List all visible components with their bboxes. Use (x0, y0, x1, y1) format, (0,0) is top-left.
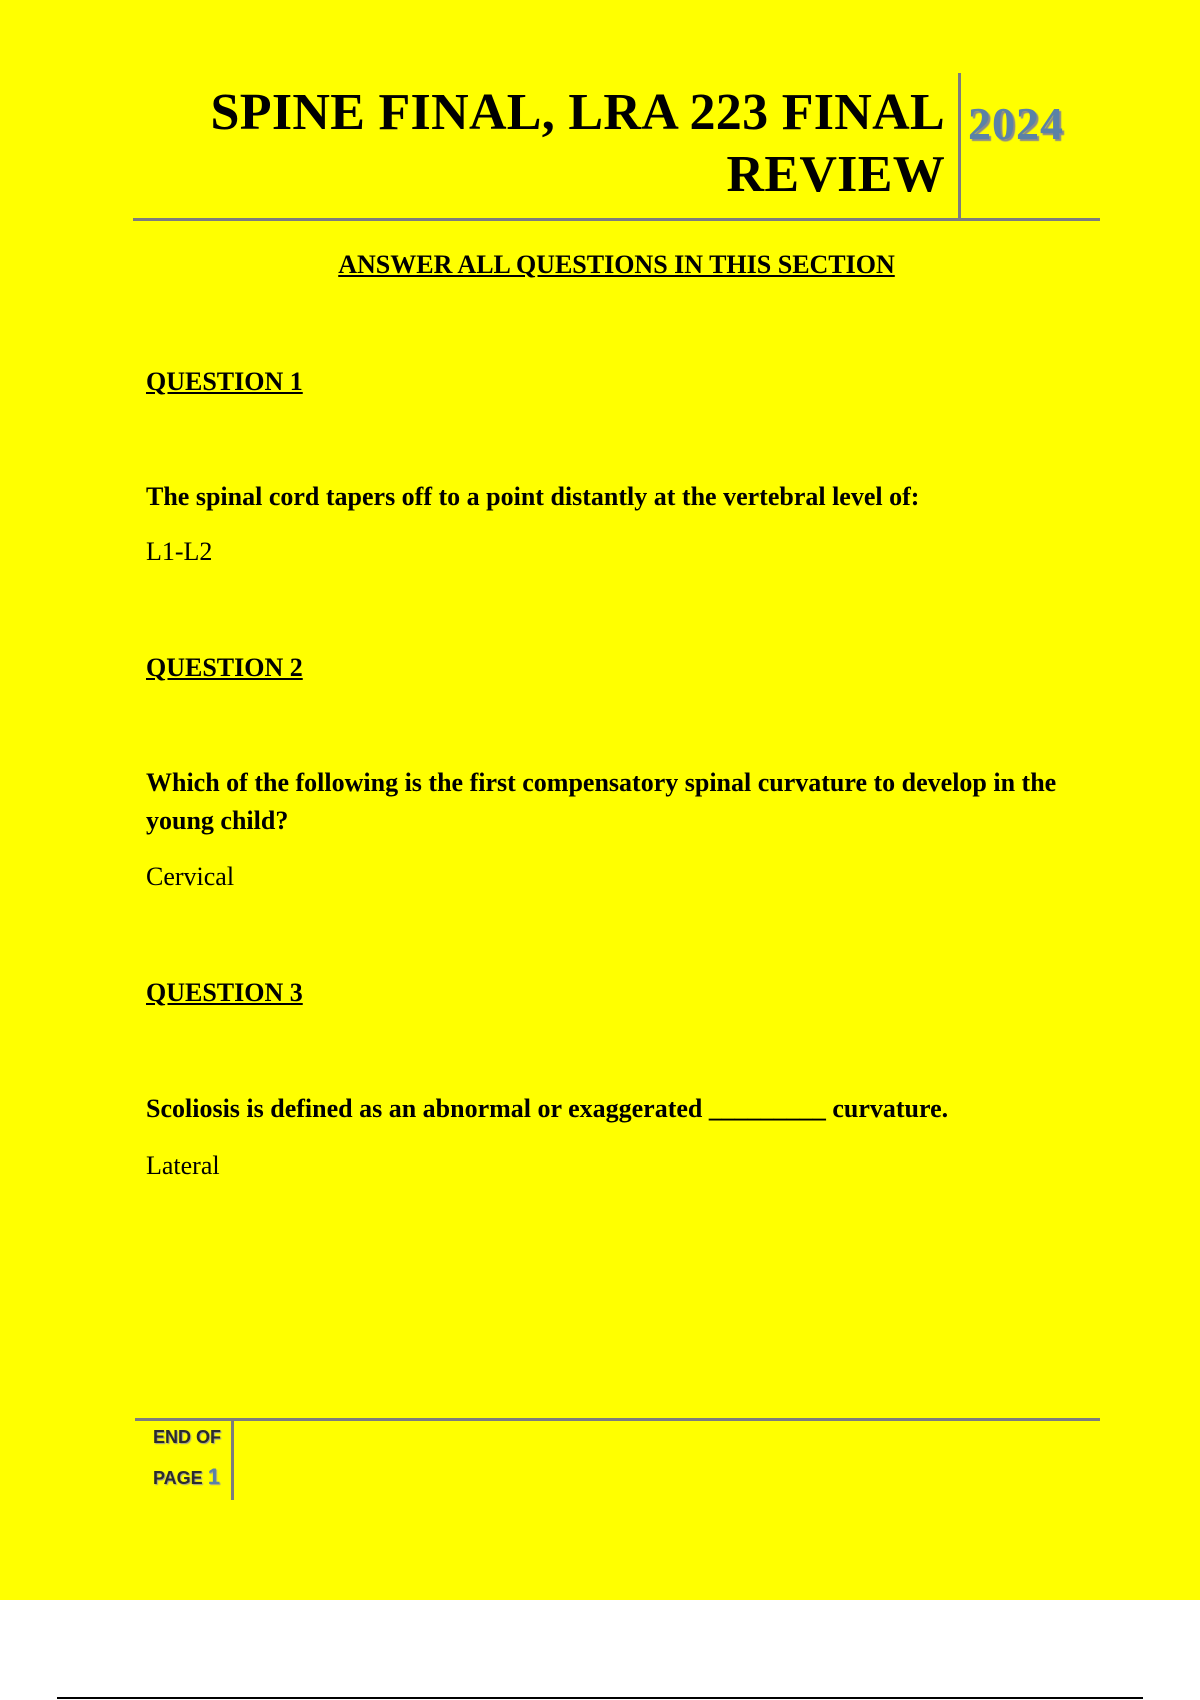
document-year: 2024 (968, 98, 1064, 149)
header-divider-horizontal (133, 218, 1100, 221)
question-1-label: QUESTION 1 (146, 367, 303, 396)
footer-page-label: PAGE (153, 1468, 203, 1488)
question-3-answer: Lateral (146, 1151, 220, 1180)
question-2-text: Which of the following is the first compensatory spinal curvature to develop in the young child? (146, 768, 1057, 835)
question-3-text: Scoliosis is defined as an abnormal or exaggerated _________ curvature. (146, 1094, 949, 1123)
header-divider-vertical (958, 73, 961, 219)
section-heading: ANSWER ALL QUESTIONS IN THIS SECTION (338, 250, 895, 279)
footer-page (153, 1466, 233, 1489)
footer-end-of: END OF (153, 1427, 222, 1447)
footer-divider-horizontal (135, 1418, 1100, 1421)
footer-page-number: 1 (207, 1464, 220, 1489)
bottom-rule (57, 1697, 1143, 1699)
document-title: SPINE FINAL, LRA 223 FINAL REVIEW (210, 84, 945, 203)
question-2-answer: Cervical (146, 862, 235, 891)
question-1-text: The spinal cord tapers off to a point distantly at the vertebral level of: (146, 482, 920, 511)
question-3-label: QUESTION 3 (146, 978, 303, 1007)
question-2-label: QUESTION 2 (146, 653, 303, 682)
question-1-answer: L1-L2 (146, 537, 213, 566)
